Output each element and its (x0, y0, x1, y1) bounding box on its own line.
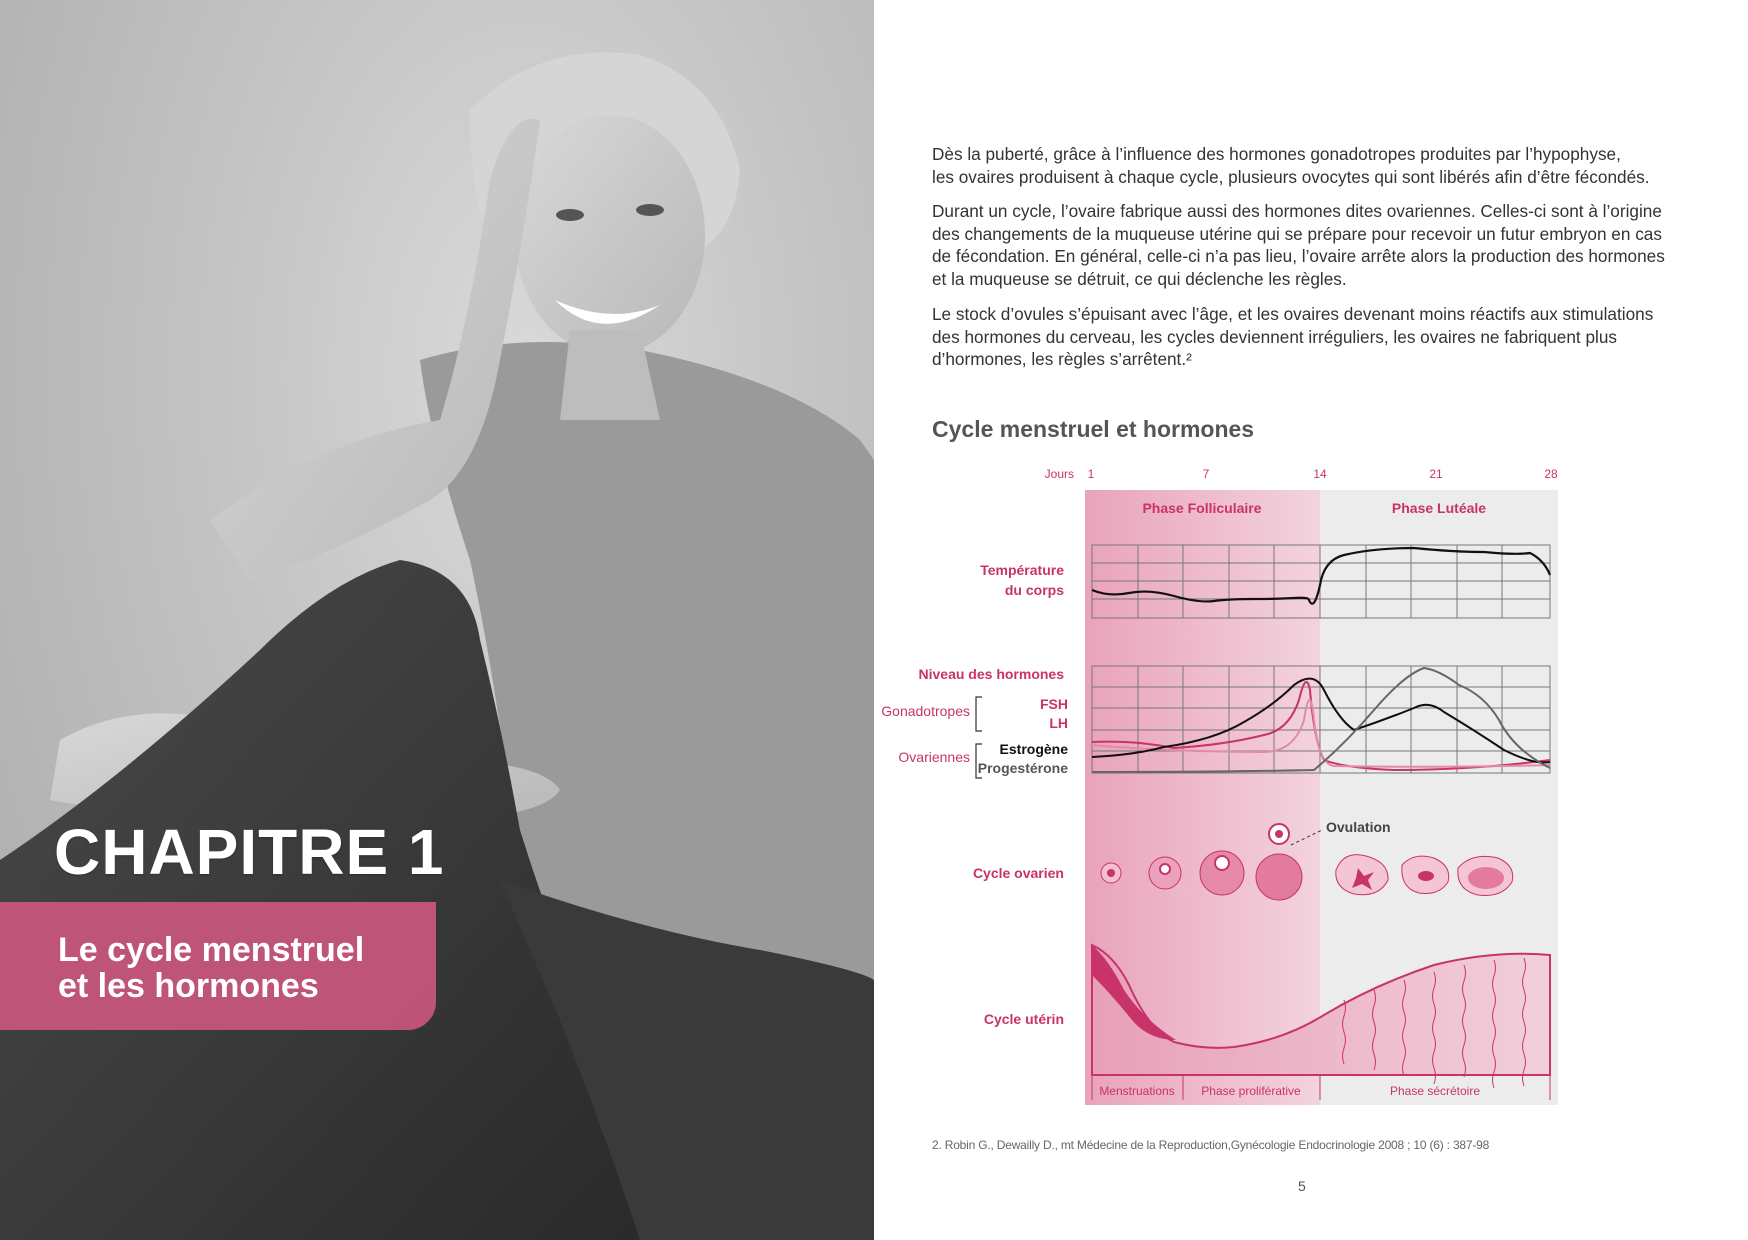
fsh-label: FSH (1040, 696, 1068, 712)
temperature-label-line2: du corps (1004, 582, 1064, 598)
paragraph-line: et la muqueuse se détruit, ce qui déclenche les règles. (932, 268, 1347, 289)
secretory-label: Phase sécrétoire (1389, 1084, 1481, 1098)
paragraph-line: Durant un cycle, l’ovaire fabrique aussi des hormones dites ovariennes. Celles-ci sont à l’origine (932, 201, 1662, 221)
uterine-cycle-label: Cycle utérin (983, 1011, 1064, 1027)
chapter-title-line2: et les hormones (58, 967, 319, 1005)
days-label: Jours (1044, 467, 1074, 481)
chapter-title (58, 932, 428, 1004)
day-tick: 21 (1429, 467, 1443, 481)
chapter-label: CHAPITRE 1 (54, 816, 445, 888)
phase-follicular-label: Phase Folliculaire (1142, 500, 1262, 516)
day-tick: 14 (1313, 467, 1327, 481)
page-number: 5 (1298, 1178, 1306, 1194)
gonadotropes-bracket (976, 697, 982, 731)
follicle-2 (1149, 857, 1181, 889)
paragraph-line: d’hormones, les règles s’arrêtent.² (932, 349, 1192, 369)
right-page (874, 0, 1748, 1240)
ovariennes-label: Ovariennes (898, 749, 970, 765)
footnote: 2. Robin G., Dewailly D., mt Médecine de la Reproduction,Gynécologie Endocrinologie 2008 ; 10 (6) : 387-98 (932, 1138, 1490, 1152)
ovarian-cycle-label: Cycle ovarien (972, 865, 1064, 881)
hormone-level-label: Niveau des hormones (918, 666, 1064, 682)
follicle-3 (1200, 851, 1244, 895)
paragraph-line: des changements de la muqueuse utérine qui se prépare pour recevoir un futur embryon en cas (932, 223, 1662, 244)
day-tick: 7 (1202, 467, 1210, 481)
paragraph-line: Le stock d’ovules s’épuisant avec l’âge, et les ovaires devenant moins réactifs aux stimulations (932, 304, 1654, 324)
paragraph-line: de fécondation. En général, celle-ci n’a pas lieu, l’ovaire arrête alors la production des hormones (932, 246, 1665, 266)
temperature-label-line1: Température (980, 562, 1064, 578)
progesterone-label: Progestérone (977, 760, 1068, 776)
day-tick: 1 (1087, 467, 1095, 481)
estrogen-label: Estrogène (999, 741, 1068, 757)
ovulation-label: Ovulation (1326, 819, 1391, 835)
menstruation-label: Menstruations (1099, 1084, 1175, 1098)
follicle-1 (1101, 863, 1121, 883)
paragraph-line: les ovaires produisent à chaque cycle, plusieurs ovocytes qui sont libérés afin d’être fécondés. (932, 166, 1650, 187)
day-tick: 28 (1544, 467, 1558, 481)
phase-luteal-label: Phase Lutéale (1391, 500, 1487, 516)
paragraph-line: Dès la puberté, grâce à l’influence des hormones gonadotropes produites par l’hypophyse, (932, 144, 1621, 164)
gonadotropes-label: Gonadotropes (881, 703, 970, 719)
cycle-diagram (874, 0, 1748, 1240)
proliferative-label: Phase proliférative (1201, 1084, 1301, 1098)
lh-label: LH (1049, 715, 1068, 731)
chapter-title-line1: Le cycle menstruel (58, 931, 365, 969)
paragraph-line: des hormones du cerveau, les cycles deviennent irréguliers, les ovaires ne fabriquent plus (932, 326, 1618, 347)
section-title: Cycle menstruel et hormones (932, 416, 1255, 442)
corpus-luteum-3 (1458, 856, 1513, 895)
